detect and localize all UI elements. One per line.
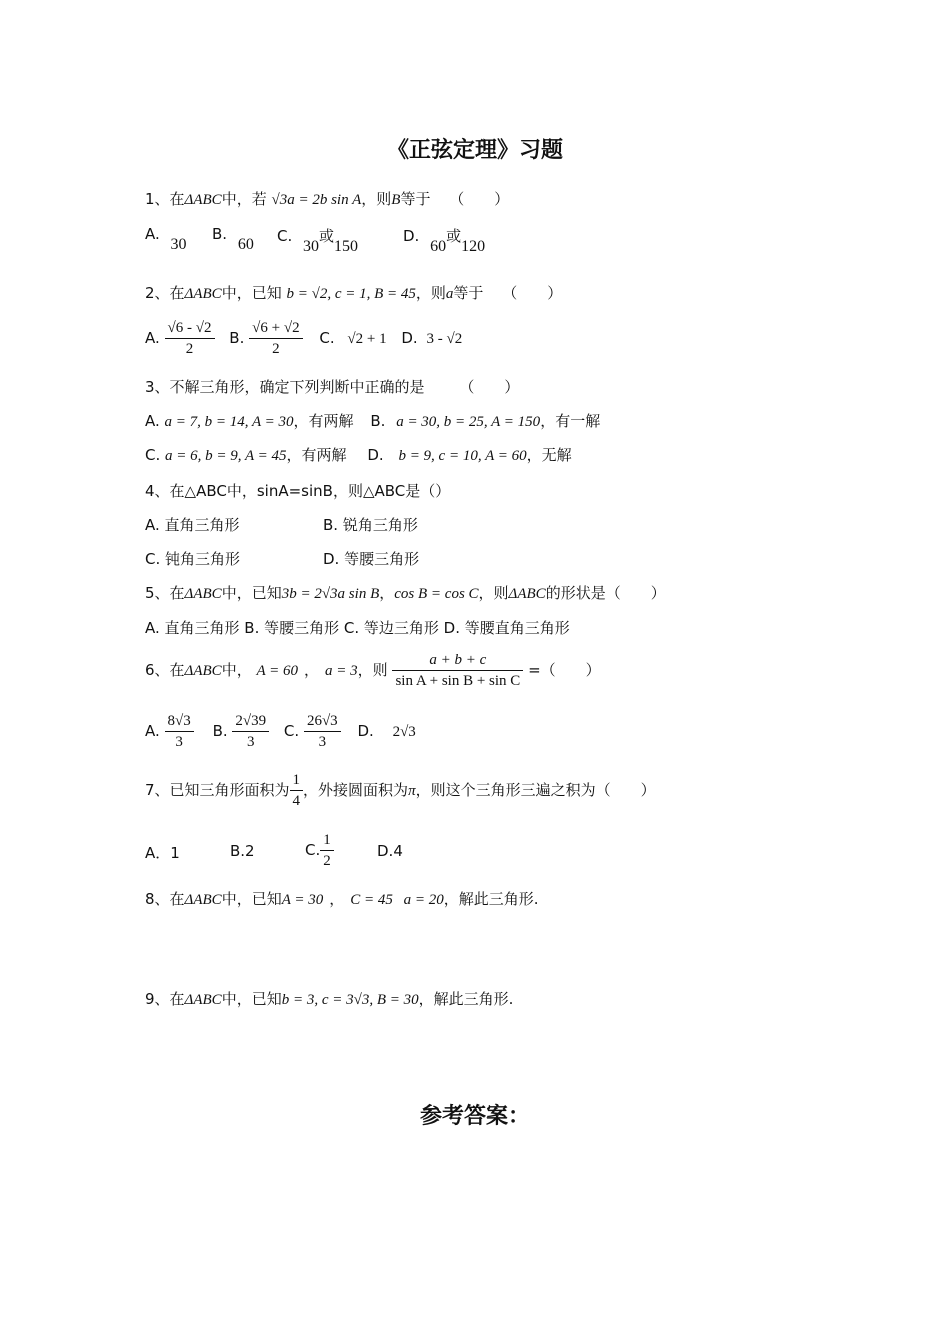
- q1-option-c: C. 30或150: [277, 227, 359, 255]
- q6-option-b-fraction: $\frac{2√39}{3}$: [232, 711, 269, 752]
- q5-options: A. 直角三角形 B. 等腰三角形 C. 等边三角形 D. 等腰直角三角形: [145, 619, 570, 637]
- q6-ratio-fraction: $\frac{a + b + c}{\text{sin A + sin B + sin C}}$: [392, 650, 523, 691]
- q4-option-a: A. 直角三角形: [145, 516, 240, 534]
- question-9: 9、在ΔABC中，已知b = 3, c = 3√3, B = 30，解此三角形.: [145, 990, 514, 1008]
- q2-options: A. $\frac{√6 - √2}{2}$ B. $\frac{√6 + √2}{2}$ C. √2 + 1 D. 3 - √2: [145, 320, 463, 357]
- q7-option-c-fraction: $\frac{1}{2}$: [320, 830, 334, 871]
- q6-option-c-fraction: $\frac{26√3}{3}$: [304, 711, 341, 752]
- q7-area-fraction: $\frac{1}{4}$: [290, 770, 304, 811]
- question-2: 2、在ΔABC中，已知 b = √2, c = 1, B = 45，则a等于 （ ）: [145, 284, 563, 302]
- q1-option-d: D. 60或120: [403, 227, 486, 255]
- q7-option-d: D.4: [377, 842, 403, 860]
- q2-option-b-fraction: $\frac{√6 + √2}{2}$: [249, 318, 302, 359]
- q3-options-cd: C. a = 6, b = 9, A = 45，有两解 D. b = 9, c = 10, A = 60，无解: [145, 446, 572, 464]
- question-5: 5、在ΔABC中，已知3b = 2√3a sin B，cos B = cos C，则ΔABC的形状是（ ）: [145, 584, 666, 602]
- question-3: 3、不解三角形，确定下列判断中正确的是 （ ）: [145, 378, 520, 396]
- q4-option-b: B. 锐角三角形: [323, 516, 418, 534]
- question-6: 6、在ΔABC中， A = 60 ， a = 3，则 $\frac{a + b + c}{\text{sin A + sin B + sin C}}$ =（ ）: [145, 652, 601, 689]
- q7-option-c: C. $\frac{1}{2}$: [305, 830, 334, 871]
- q4-option-c: C. 钝角三角形: [145, 550, 241, 568]
- question-8: 8、在ΔABC中，已知A = 30 ， C = 45 a = 20，解此三角形.: [145, 890, 539, 908]
- q3-options-ab: A. a = 7, b = 14, A = 30，有两解 B. a = 30, b = 25, A = 150，有一解: [145, 412, 601, 430]
- q4-option-d: D. 等腰三角形: [323, 550, 420, 568]
- q1-option-b: B. 60: [212, 225, 254, 253]
- q2-option-a-fraction: $\frac{√6 - √2}{2}$: [165, 318, 215, 359]
- page-title: 《正弦定理》习题: [386, 138, 563, 163]
- question-1: 1、在ΔABC中，若 √3a = 2b sin A，则B等于 （ ）: [145, 190, 510, 208]
- q1-option-a: A. 30: [145, 225, 187, 253]
- q6-option-a-fraction: $\frac{8√3}{3}$: [165, 711, 194, 752]
- question-7: 7、已知三角形面积为 $\frac{1}{4}$ ，外接圆面积为π，则这个三角形三遍之积为（ ）: [145, 772, 656, 809]
- question-4: 4、在△ABC中，sinA=sinB，则△ABC是（）: [145, 482, 451, 500]
- q7-option-b: B.2: [230, 842, 255, 860]
- q6-options: A. $\frac{8√3}{3}$ B. $\frac{2√39}{3}$ C. $\frac{26√3}{3}$ D. 2√3: [145, 713, 416, 750]
- q7-option-a: A．1: [145, 844, 180, 862]
- answers-heading: 参考答案：: [419, 1104, 530, 1129]
